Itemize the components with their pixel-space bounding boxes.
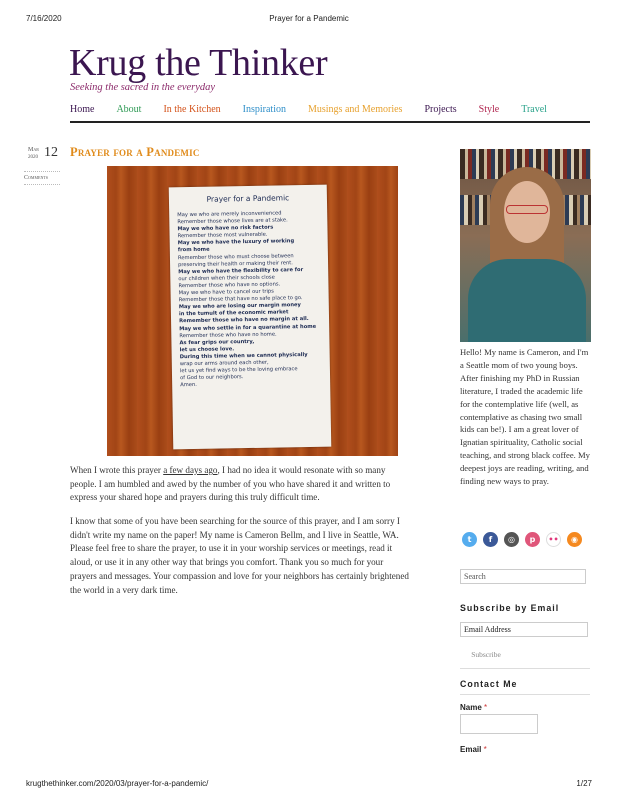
prayer-line: in the tumult of the economic market (178, 309, 289, 318)
post-date-year: 2020 (28, 155, 38, 160)
nav-projects[interactable]: Projects (424, 104, 457, 115)
prayer-line: May we who are losing our margin money (178, 302, 301, 311)
instagram-icon[interactable]: ◎ (504, 532, 519, 547)
prayer-photo (107, 166, 398, 456)
post-date-month: Mar (28, 147, 39, 153)
name-label (460, 703, 487, 712)
email-label (460, 745, 487, 754)
nav-in-the-kitchen[interactable]: In the Kitchen (163, 104, 221, 115)
search-input[interactable]: Search (460, 569, 586, 584)
prayer-line: let us choose love. (179, 346, 235, 354)
print-title: Prayer for a Pandemic (269, 14, 349, 23)
post-paragraph-1-text-b: , I had no idea it would resonate with so many people. I am humbled and awed by the number of you who have shared it and written to express your shared hope and prayers during this truly difficult time. (70, 465, 391, 503)
prayer-line: May we who have to cancel our trips (178, 288, 274, 297)
prayer-line: wrap our arms around each other, (179, 359, 269, 368)
prayer-line: May we who settle in for a quarantine at home (179, 323, 317, 332)
post-paragraph-1 (70, 464, 412, 505)
comments-link[interactable]: Comments (24, 171, 60, 185)
prayer-line: from home (177, 247, 210, 254)
prayer-lines (177, 210, 322, 390)
prayer-line: Remember those who have no options. (178, 281, 281, 290)
pinterest-icon[interactable]: p (525, 532, 540, 547)
prayer-line: Remember those who have no margin at all. (179, 316, 309, 325)
main-nav (70, 104, 590, 115)
nav-home[interactable]: Home (70, 104, 95, 115)
prayer-line: During this time when we cannot physically (179, 351, 308, 361)
name-input[interactable] (460, 714, 538, 734)
twitter-icon[interactable]: t (462, 532, 477, 547)
site-tagline: Seeking the sacred in the everyday (70, 82, 216, 93)
post-title[interactable]: Prayer for a Pandemic (70, 145, 200, 159)
post-paragraph-2: I know that some of you have been searching for the source of this prayer, and I am sorry I didn't write my name on the paper! My name is Cameron Bellm, and I live in Seattle, WA. Please feel free to share the prayer, to use it in your worship services or meetings, read it aloud, or use it in any other way that brings you comfort. Thank you so much for your prayers and messages. Your compassion and love for your neighbors has certainly brightened the world in a very dark time. (70, 516, 409, 595)
nav-divider (70, 121, 590, 123)
nav-about[interactable]: About (116, 104, 142, 115)
prayer-line: May we who have the flexibility to care for (178, 266, 304, 275)
author-sweater (468, 259, 586, 342)
prayer-line: let us yet find ways to be the loving embrace (179, 366, 298, 375)
name-label-text: Name (460, 703, 482, 712)
print-url: krugthethinker.com/2020/03/prayer-for-a-pandemic/ (26, 779, 209, 788)
prayer-line: our children when their schools close (178, 274, 275, 283)
few-days-ago-link[interactable]: a few days ago (163, 465, 218, 475)
nav-travel[interactable]: Travel (521, 104, 547, 115)
email-label-text: Email (460, 745, 482, 754)
prayer-line: May we who are merely inconvenienced (177, 210, 282, 219)
widget-divider (460, 668, 590, 669)
print-page-number: 1/27 (576, 779, 592, 788)
prayer-line: Remember those who must choose between (177, 252, 294, 261)
print-footer (26, 779, 592, 788)
nav-inspiration[interactable]: Inspiration (242, 104, 286, 115)
author-glasses (506, 205, 548, 214)
nav-musings-and-memories[interactable]: Musings and Memories (307, 104, 403, 115)
site-title[interactable]: Krug the Thinker (69, 42, 328, 84)
name-required-mark: * (484, 703, 488, 712)
rss-icon[interactable]: ◉ (567, 532, 582, 547)
prayer-line: Amen. (180, 382, 197, 389)
author-bio: Hello! My name is Cameron, and I'm a Seattle mom of two young boys. After finishing my PhD in Russian literature, I traded the academic life for the contemplative life (well, as contemplative as chasing two small kids can be!). I am a great lover of Ignatian spirituality, Catholic social teaching, and strong black coffee. My deepest joys are reading, writing, and finding new ways to pray. (460, 347, 590, 487)
subscribe-button[interactable]: Subscribe (460, 646, 512, 662)
post-date-day: 12 (44, 145, 58, 160)
prayer-line: Remember those most vulnerable. (177, 231, 268, 240)
email-required-mark: * (483, 745, 487, 754)
prayer-line: preserving their health or making their rent. (178, 259, 293, 268)
nav-style[interactable]: Style (478, 104, 500, 115)
prayer-line: May we who have no risk factors (177, 224, 274, 233)
prayer-paper (169, 185, 332, 450)
prayer-line: Remember those whose lives are at stake. (177, 217, 288, 226)
prayer-line: May we who have the luxury of working (177, 238, 295, 247)
prayer-line: Remember those who have no home. (179, 331, 277, 339)
flickr-icon[interactable]: •• (546, 532, 561, 547)
prayer-paper-title: Prayer for a Pandemic (206, 193, 290, 204)
facebook-icon[interactable]: f (483, 532, 498, 547)
prayer-line: As fear grips our country, (179, 338, 255, 346)
subscribe-heading: Subscribe by Email (460, 603, 560, 613)
prayer-line: Remember those that have no safe place to go. (178, 295, 303, 304)
prayer-line: of God to our neighbors. (180, 374, 244, 382)
subscribe-email-input[interactable]: Email Address (460, 622, 588, 637)
author-photo (460, 149, 591, 342)
social-icons (462, 532, 582, 547)
contact-heading: Contact Me (460, 679, 518, 689)
print-date: 7/16/2020 (26, 14, 62, 23)
post-paragraph-1-text-a: When I wrote this prayer (70, 465, 164, 475)
contact-divider (460, 694, 590, 695)
